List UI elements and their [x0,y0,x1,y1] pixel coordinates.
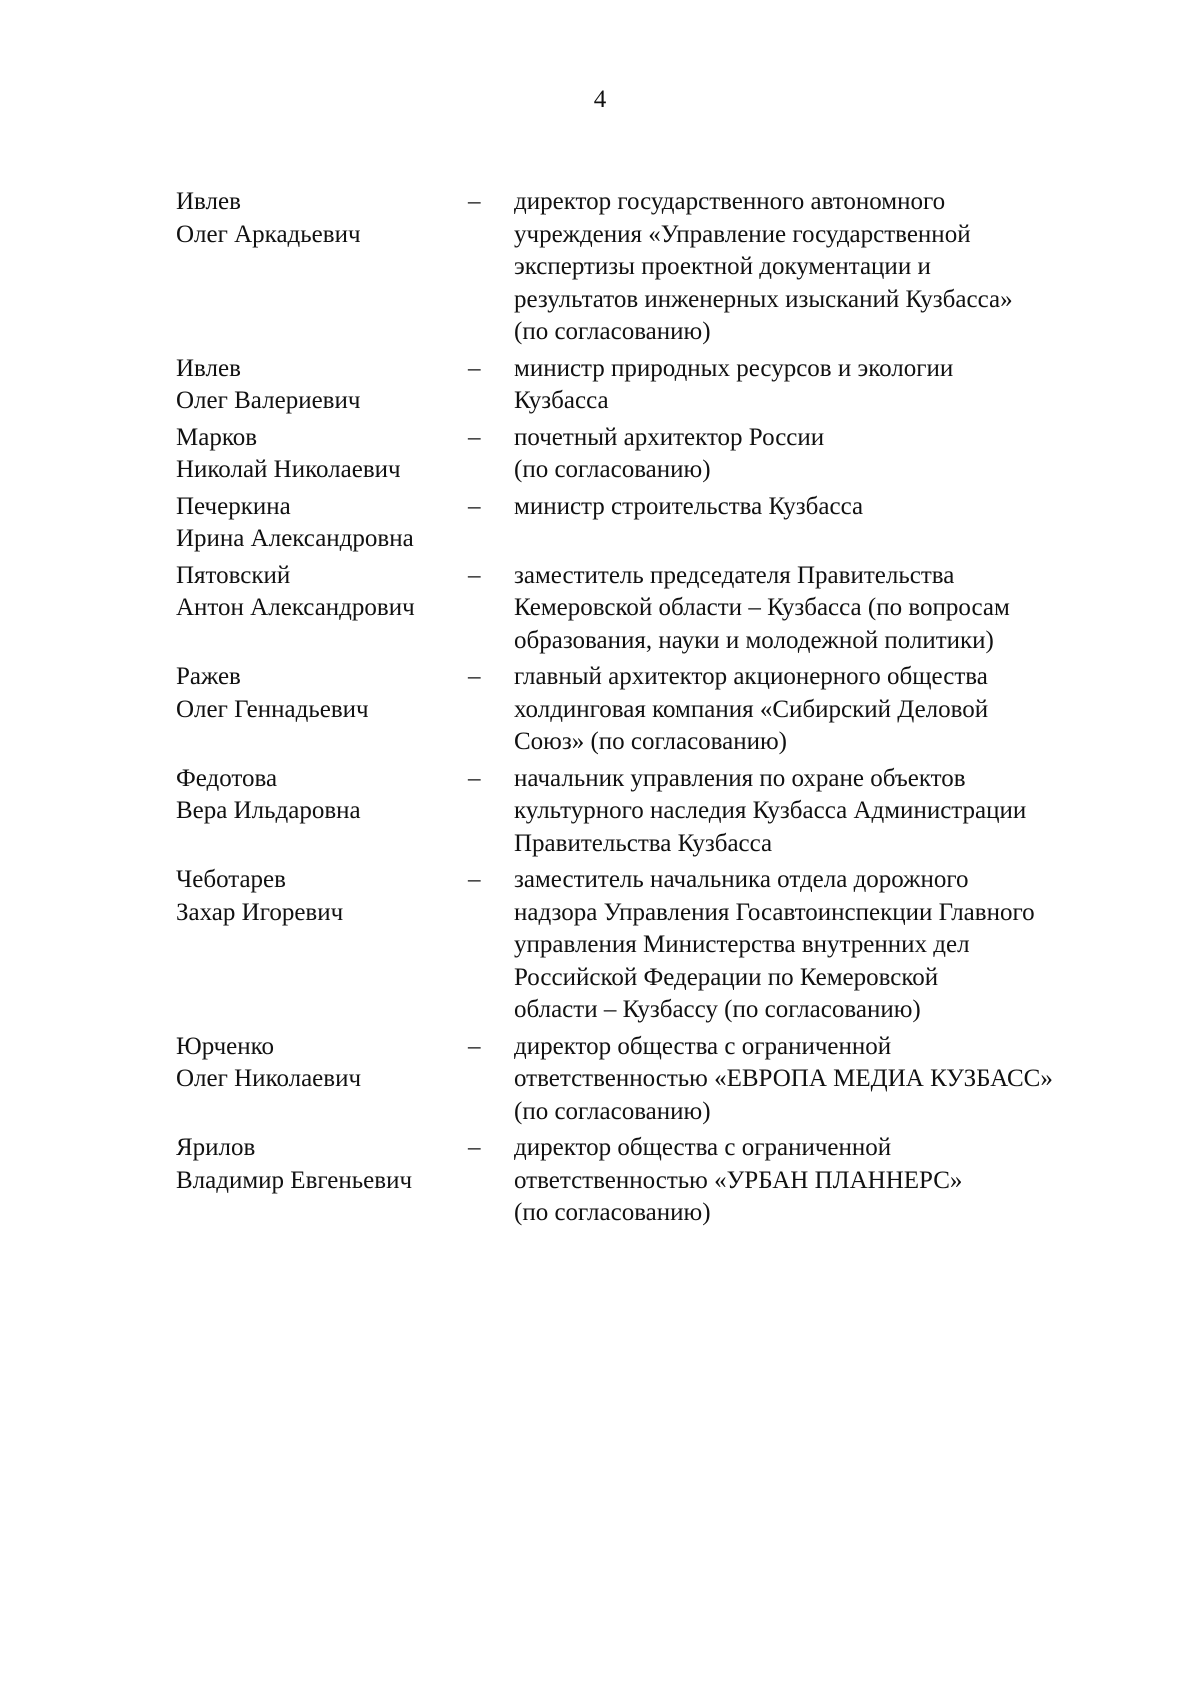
member-surname: Пятовский [176,561,291,589]
member-position-line: культурного наследия Кузбасса Администрации [514,797,1027,824]
member-dash: – [468,354,481,382]
member-given-names: Вера Ильдаровна [176,797,361,824]
member-name [176,491,468,556]
member-name [176,1132,468,1230]
member-name [176,763,468,861]
member-row [176,422,1136,487]
member-given-names: Владимир Евгеньевич [176,1166,413,1194]
member-name [176,1031,468,1129]
member-given-names: Олег Аркадьевич [176,220,361,248]
member-given-names: Олег Валериевич [176,387,361,414]
member-name [176,422,468,487]
member-position [514,864,1136,1027]
member-position-line: ответственностью «ЕВРОПА МЕДИА КУЗБАСС» [514,1065,1053,1092]
member-given-names: Ирина Александровна [176,525,414,552]
member-name [176,560,468,658]
member-surname: Ярилов [176,1134,256,1161]
member-position [514,353,1136,418]
member-name [176,864,468,1027]
member-surname: Печеркина [176,492,291,520]
member-position-line: заместитель председателя Правительства [514,561,955,589]
member-surname: Ивлев [176,188,241,215]
member-row [176,186,1136,349]
member-given-names: Антон Александрович [176,594,415,621]
member-position-line: ответственностью «УРБАН ПЛАННЕРС» [514,1166,963,1194]
member-position-line: (по согласованию) [514,1097,711,1125]
member-position-line: (по согласованию) [514,1199,711,1226]
member-surname: Чеботарев [176,866,286,893]
member-given-names: Олег Геннадьевич [176,695,369,723]
member-position-line: управления Министерства внутренних дел [514,931,970,958]
member-surname: Ражев [176,663,241,690]
member-position [514,491,1136,556]
member-dash: – [468,1134,481,1161]
member-dash: – [468,423,481,451]
member-position-line: области – Кузбассу (по согласованию) [514,996,921,1023]
member-position-line: Правительства Кузбасса [514,829,773,857]
member-row [176,1031,1136,1129]
page-number: 4 [593,86,607,113]
member-given-names: Олег Николаевич [176,1065,362,1092]
member-name [176,353,468,418]
member-position-line: Кемеровской области – Кузбасса (по вопросам [514,594,1010,621]
member-position-line: министр природных ресурсов и экологии [514,354,954,382]
member-dash: – [468,663,481,690]
member-surname: Марков [176,423,258,451]
member-position-line: заместитель начальника отдела дорожного [514,866,969,893]
member-position [514,763,1136,861]
member-position [514,1031,1136,1129]
member-position-line: надзора Управления Госавтоинспекции Главного [514,898,1035,926]
member-position [514,661,1136,759]
member-surname: Юрченко [176,1032,274,1060]
member-row [176,661,1136,759]
member-position [514,560,1136,658]
members-list [176,186,1136,1234]
member-position-line: экспертизы проектной документации и [514,253,931,280]
member-surname: Федотова [176,764,278,792]
member-position-line: директор государственного автономного [514,188,946,215]
member-position-line: директор общества с ограниченной [514,1134,892,1161]
member-position-line: результатов инженерных изысканий Кузбасса» [514,285,1013,313]
member-dash: – [468,764,481,792]
member-name [176,186,468,349]
member-given-names: Захар Игоревич [176,898,344,926]
member-dash: – [468,188,481,215]
member-position [514,422,1136,487]
member-position-line: холдинговая компания «Сибирский Деловой [514,695,989,723]
member-name [176,661,468,759]
member-position-line: начальник управления по охране объектов [514,764,966,792]
member-dash: – [468,1032,481,1060]
member-position [514,1132,1136,1230]
member-row [176,763,1136,861]
member-position [514,186,1136,349]
member-position-line: образования, науки и молодежной политики) [514,626,994,654]
member-position-line: Кузбасса [514,387,609,414]
member-position-line: почетный архитектор России [514,423,825,451]
member-position-line: Российской Федерации по Кемеровской [514,963,939,991]
member-row [176,864,1136,1027]
member-position-line: Союз» (по согласованию) [514,728,788,755]
member-position-line: главный архитектор акционерного общества [514,663,988,690]
member-position-line: (по согласованию) [514,318,711,345]
member-dash: – [468,492,481,520]
member-row [176,353,1136,418]
member-row [176,560,1136,658]
member-given-names: Николай Николаевич [176,456,401,483]
member-dash: – [468,866,481,893]
member-surname: Ивлев [176,354,241,382]
member-row [176,1132,1136,1230]
member-position-line: (по согласованию) [514,456,711,483]
member-dash: – [468,561,481,589]
member-row [176,491,1136,556]
member-position-line: учреждения «Управление государственной [514,220,971,248]
member-position-line: министр строительства Кузбасса [514,492,864,520]
member-position-line: директор общества с ограниченной [514,1032,892,1060]
